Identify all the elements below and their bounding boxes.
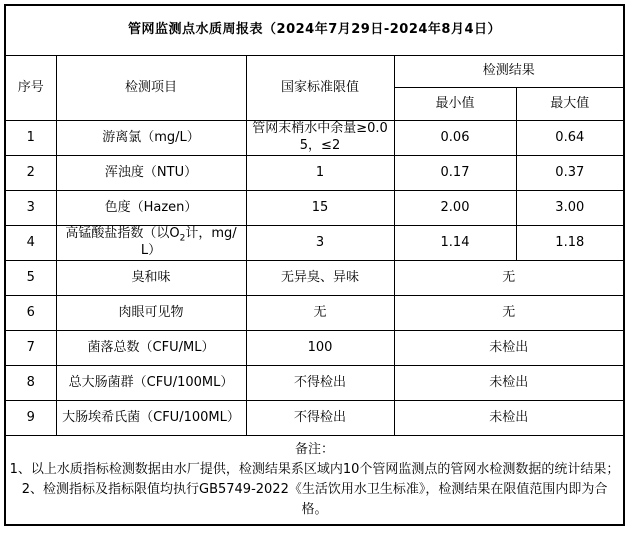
cell-item: 臭和味 [56,261,246,296]
title-row [5,5,624,56]
col-header-max: 最大值 [516,88,624,121]
cell-max: 3.00 [516,191,624,226]
cell-limit: 1 [246,156,394,191]
cell-result-merged: 无 [394,261,624,296]
cell-limit: 3 [246,226,394,261]
col-header-seq: 序号 [5,56,56,121]
cell-seq: 6 [5,296,56,331]
notes-row [5,436,624,526]
col-header-limit: 国家标准限值 [246,56,394,121]
cell-min: 0.06 [394,121,516,156]
cell-seq: 8 [5,366,56,401]
cell-result-merged: 未检出 [394,366,624,401]
cell-item: 色度（Hazen） [56,191,246,226]
cell-result-merged: 无 [394,296,624,331]
cell-limit: 管网末梢水中余量≥0.05，≤2 [246,121,394,156]
cell-min: 2.00 [394,191,516,226]
item-text-suffix: 计，mg/L） [140,226,237,258]
cell-item: 大肠埃希氏菌（CFU/100ML） [56,401,246,436]
header-row-1 [5,56,624,88]
cell-limit: 不得检出 [246,401,394,436]
cell-min: 1.14 [394,226,516,261]
cell-seq: 4 [5,226,56,261]
table-row [5,226,624,261]
cell-limit: 不得检出 [246,366,394,401]
table-row [5,331,624,366]
notes-line-1: 1、以上水质指标检测数据由水厂提供，检测结果系区域内10个管网监测点的管网水检测数据的统计结果； [9,462,620,477]
cell-seq: 3 [5,191,56,226]
table-row [5,156,624,191]
cell-item [56,226,246,261]
cell-result-merged: 未检出 [394,401,624,436]
cell-max: 0.37 [516,156,624,191]
cell-seq: 5 [5,261,56,296]
notes-section [5,436,624,526]
page-title: 管网监测点水质周报表（2024年7月29日-2024年8月4日） [5,5,624,56]
item-text-prefix: 高锰酸盐指数（以O [65,226,180,242]
cell-item: 肉眼可见物 [56,296,246,331]
water-quality-report-table [4,4,625,526]
table-row [5,366,624,401]
cell-seq: 9 [5,401,56,436]
cell-min: 0.17 [394,156,516,191]
table-row [5,191,624,226]
cell-max: 0.64 [516,121,624,156]
cell-limit: 100 [246,331,394,366]
table-row [5,401,624,436]
col-header-result: 检测结果 [394,56,624,88]
cell-item: 总大肠菌群（CFU/100ML） [56,366,246,401]
notes-label: 备注： [295,442,335,457]
notes-line-2: 2、检测指标及指标限值均执行GB5749-2022《生活饮用水卫生标准》，检测结果在限值范围内即为合格。 [21,482,608,517]
col-header-item: 检测项目 [56,56,246,121]
cell-seq: 7 [5,331,56,366]
col-header-min: 最小值 [394,88,516,121]
table-row [5,261,624,296]
table-row [5,296,624,331]
cell-max: 1.18 [516,226,624,261]
cell-item: 游离氯（mg/L） [56,121,246,156]
cell-item: 浑浊度（NTU） [56,156,246,191]
item-subscript: 2 [179,233,186,244]
cell-limit: 15 [246,191,394,226]
cell-seq: 1 [5,121,56,156]
cell-item: 菌落总数（CFU/ML） [56,331,246,366]
cell-result-merged: 未检出 [394,331,624,366]
cell-seq: 2 [5,156,56,191]
cell-limit: 无 [246,296,394,331]
table-row [5,121,624,156]
cell-limit: 无异臭、异味 [246,261,394,296]
